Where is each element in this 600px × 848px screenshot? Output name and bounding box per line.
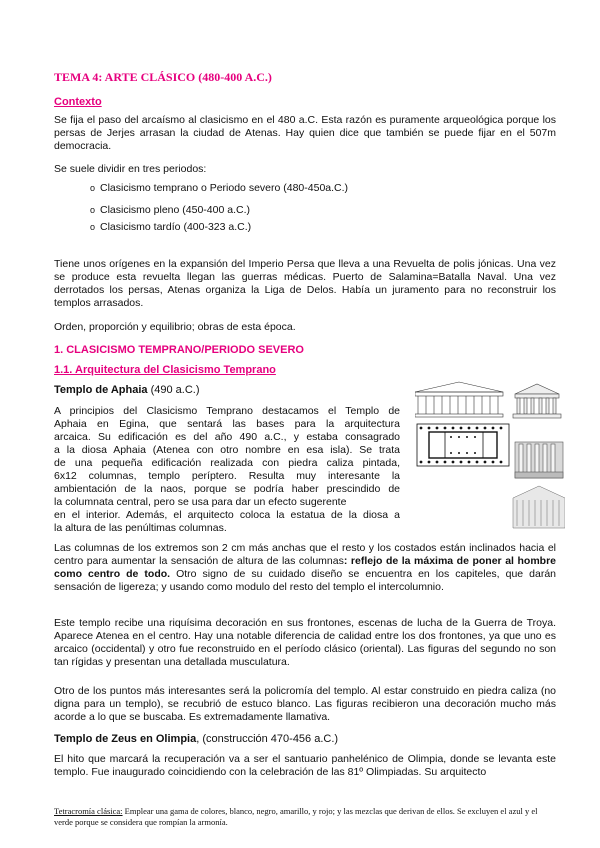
aphaia-line: la altura de las penúltimas columnas. xyxy=(54,522,227,534)
columns-text-b: Otro signo de su cuidado diseño se encuentra en los capiteles, que darán sensación de ligereza; y usando como modulo del resto del templo el intercolumnio. xyxy=(54,568,556,593)
period-item xyxy=(90,221,362,234)
footnote-label: Tetracromía clásica: xyxy=(54,806,123,816)
zeus-title: Templo de Zeus en Olimpia xyxy=(54,733,197,745)
aphaia-line: ambientación de la naos, porque se podría haber prescindido de xyxy=(54,483,400,495)
temple-front-view xyxy=(513,384,561,418)
page-title: TEMA 4: ARTE CLÁSICO (480-400 A.C.) xyxy=(54,70,272,84)
aphaia-line: Aphaia en Egina, que sentará las bases para la arquitectura xyxy=(54,418,400,430)
aphaia-line: 6x12 columnas, templo períptero. Resulta muy interesante la xyxy=(54,470,400,482)
polychromy-paragraph: Otro de los puntos más interesantes será la policromía del templo. Al estar construido en piedra caliza (no digna para un templo), se recubrió de estuco blanco. Las figuras recibieron una decoración mucho más acorde a lo que se buscaba. Es extremadamente llamativa. xyxy=(54,685,556,723)
temple-floor-plan xyxy=(417,424,509,466)
aphaia-date: (490 a.C.) xyxy=(147,384,200,396)
temple-elevation-drawing xyxy=(415,382,503,417)
columns-text-a: Las columnas de los extremos son 2 cm más anchas que el resto y los costados están inclinados hacia el centro para aumentar la sensación de altura de las columnas xyxy=(54,542,556,567)
period-label: Clasicismo tardío (400-323 a.C.) xyxy=(100,221,252,233)
temple-aphaia-illustration xyxy=(415,380,565,530)
periods-list xyxy=(90,182,362,234)
division-text: Se suele dividir en tres periodos: xyxy=(54,163,207,175)
origins-paragraph: Tiene unos orígenes en la expansión del Imperio Persa que lleva a una Revuelta de polis jónicas. Una vez se produce esta revuelta llegan las guerras médicas. Puerto de Salamina=Batalla Naval. Una vez derrotados los persas, Atenas organiza la Liga de Delos. Había un juramento para no reconstruir los templos arrasados. xyxy=(54,258,556,309)
intro-paragraph: Se fija el paso del arcaísmo al clasicismo en el 480 a.C. Esta razón es puramente arqueológica porque los persas de Jerjes arrasan la ciudad de Atenas. Hay quien dice que también se puede fijar en el 507m democracia. xyxy=(54,114,556,152)
period-item xyxy=(90,182,362,195)
columns-text-bold: : reflejo de la máxima de poner al hombre como centro de todo. xyxy=(54,555,556,580)
period-label: Clasicismo pleno (450-400 a.C.) xyxy=(100,204,250,216)
footnote xyxy=(54,806,550,828)
aphaia-line: arcaica. Su edificación es del año 490 a.C., y estaba consagrado xyxy=(54,431,400,443)
columns-paragraph xyxy=(54,542,556,594)
aphaia-title: Templo de Aphaia xyxy=(54,384,148,396)
decoration-paragraph: Este templo recibe una riquísima decoración en sus frontones, escenas de lucha de la Guerra de Troya. Aparece Atenea en el centro. Hay una notable diferencia de calidad entre los dos frontones, ya que uno es arcaico (occidental) y otro fue reconstruido en el período clásico (oriental). Las figuras del segundo no son tan rígidas y presentan una detallada musculatura. xyxy=(54,617,556,668)
section-1-heading: 1. CLASICISMO TEMPRANO/PERIODO SEVERO xyxy=(54,344,304,356)
aphaia-line: en el interior. Además, el arquitecto coloca la estatua de la diosa a xyxy=(54,509,400,521)
period-label: Clasicismo temprano o Periodo severo (480-450a.C.) xyxy=(100,182,349,194)
zeus-heading xyxy=(54,733,338,745)
aphaia-line: A principios del Clasicismo Temprano destacamos el Templo de xyxy=(54,405,400,417)
zeus-date: , (construcción 470-456 a.C.) xyxy=(196,733,339,745)
aphaia-heading xyxy=(54,384,199,396)
temple-ruins-photo xyxy=(515,442,563,478)
contexto-heading: Contexto xyxy=(54,96,102,108)
aphaia-line: de una pequeña edificación realizada con piedra caliza pintada, xyxy=(54,457,400,469)
period-item xyxy=(90,204,362,217)
aphaia-line: a la diosa Aphaia (Atenea con otro nombre en esa isla). Se trata xyxy=(54,444,400,456)
aphaia-line: la columnata central, pero se usa para dar un efecto sugerente xyxy=(54,496,347,508)
aphaia-paragraph xyxy=(54,405,400,535)
zeus-paragraph: El hito que marcará la recuperación va a ser el santuario panhelénico de Olimpia, donde se levanta este templo. Fue inaugurado coincidiendo con la celebración de las 81º Olimpiadas. Su arquitecto xyxy=(54,753,556,778)
order-text: Orden, proporción y equilibrio; obras de esta época. xyxy=(54,321,296,333)
footnote-text: Emplear una gama de colores, blanco, negro, amarillo, y rojo; y las mezclas que derivan de ellos. Se excluyen el azul y el verde porque se considera que rompían la armonía. xyxy=(54,806,538,827)
temple-reconstruction-photo xyxy=(513,486,565,528)
section-1-1-heading: 1.1. Arquitectura del Clasicismo Temprano xyxy=(54,364,276,376)
